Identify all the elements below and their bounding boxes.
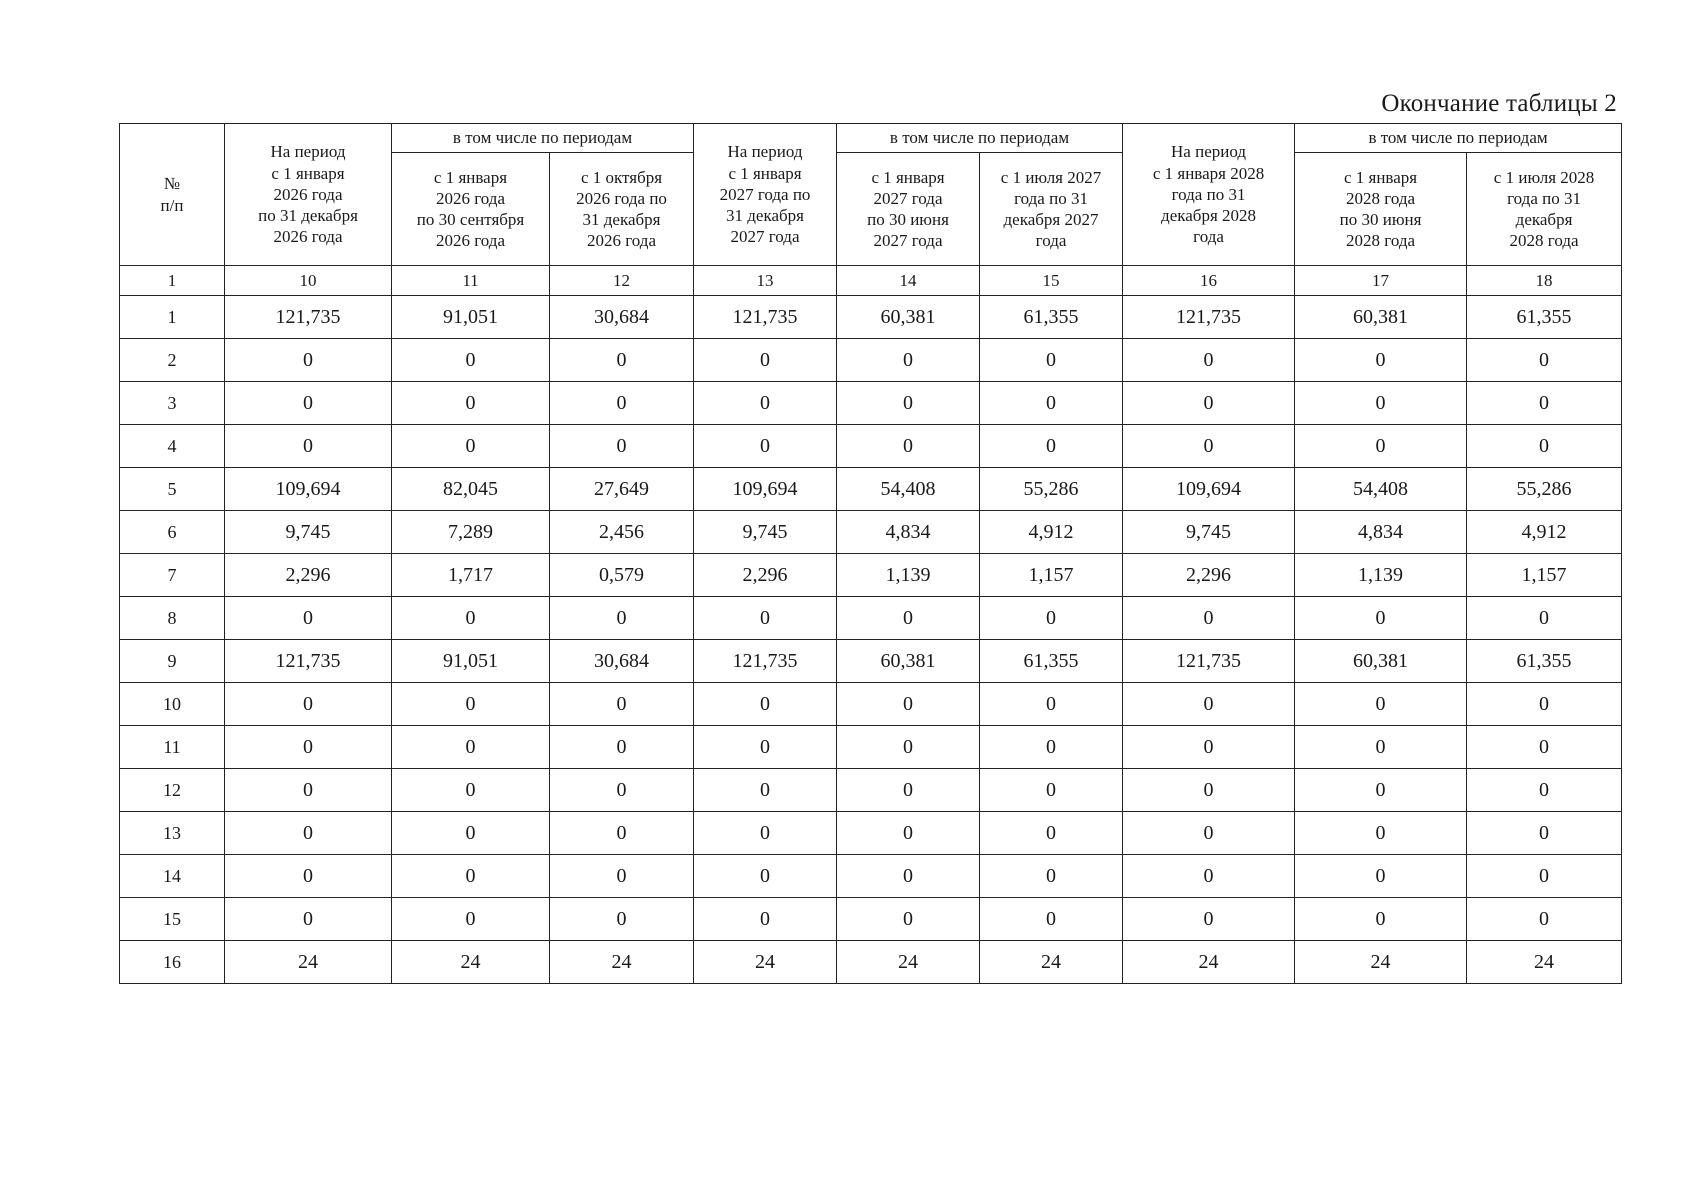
value-cell: 0: [837, 683, 980, 726]
header-period-2028-label: На период с 1 января 2028 года по 31 декабря 2028 года: [1152, 142, 1265, 247]
column-number-row: [120, 266, 1622, 296]
value-cell: 4,912: [980, 511, 1123, 554]
value-cell: 0: [694, 683, 837, 726]
value-cell: 0: [1295, 855, 1467, 898]
value-cell: 0: [837, 597, 980, 640]
value-cell: 7,289: [392, 511, 550, 554]
value-cell: 0: [225, 855, 392, 898]
value-cell: 0: [550, 855, 694, 898]
value-cell: 24: [694, 941, 837, 984]
value-cell: 0: [392, 769, 550, 812]
value-cell: 0: [1295, 812, 1467, 855]
header-sub-2027-jul-dec: [980, 153, 1123, 266]
value-cell: 1,139: [1295, 554, 1467, 597]
row-number-cell: 9: [120, 640, 225, 683]
value-cell: 2,296: [1123, 554, 1295, 597]
value-cell: 0: [1123, 339, 1295, 382]
value-cell: 0: [1295, 726, 1467, 769]
value-cell: 0: [980, 683, 1123, 726]
value-cell: 4,834: [1295, 511, 1467, 554]
value-cell: 0: [1467, 683, 1622, 726]
value-cell: 0: [225, 726, 392, 769]
value-cell: 121,735: [694, 640, 837, 683]
value-cell: 0: [392, 812, 550, 855]
header-period-2028: [1123, 124, 1295, 266]
value-cell: 0: [694, 812, 837, 855]
value-cell: 0: [392, 855, 550, 898]
value-cell: 0: [550, 339, 694, 382]
value-cell: 0: [1295, 769, 1467, 812]
value-cell: 0: [225, 898, 392, 941]
header-sub-2028-jul-dec-label: с 1 июля 2028 года по 31 декабря 2028 года: [1493, 167, 1595, 251]
column-number: 14: [837, 266, 980, 296]
value-cell: 0: [694, 425, 837, 468]
header-sub-2026-jan-sep-label: с 1 января 2026 года по 30 сентября 2026 года: [416, 167, 525, 251]
value-cell: 0: [550, 898, 694, 941]
value-cell: 61,355: [1467, 296, 1622, 339]
value-cell: 0: [1467, 382, 1622, 425]
header-sub-2026-oct-dec: [550, 153, 694, 266]
table-row: [120, 941, 1622, 984]
header-period-2027-label: На период с 1 января 2027 года по 31 декабря 2027 года: [719, 142, 811, 247]
value-cell: 121,735: [694, 296, 837, 339]
value-cell: 0: [1467, 597, 1622, 640]
header-sub-2028-jul-dec: [1467, 153, 1622, 266]
value-cell: 55,286: [980, 468, 1123, 511]
column-number: 13: [694, 266, 837, 296]
value-cell: 0: [837, 726, 980, 769]
value-cell: 2,296: [694, 554, 837, 597]
header-sub-2028-jan-jun: [1295, 153, 1467, 266]
value-cell: 0: [1123, 425, 1295, 468]
table-row: [120, 425, 1622, 468]
column-number: 12: [550, 266, 694, 296]
row-number-cell: 1: [120, 296, 225, 339]
value-cell: 0: [225, 425, 392, 468]
value-cell: 0: [694, 726, 837, 769]
data-table: [119, 123, 1622, 984]
value-cell: 0: [392, 425, 550, 468]
value-cell: 54,408: [837, 468, 980, 511]
value-cell: 91,051: [392, 640, 550, 683]
header-group-2026: в том числе по периодам: [392, 124, 694, 153]
value-cell: 0: [980, 812, 1123, 855]
value-cell: 0: [980, 597, 1123, 640]
value-cell: 0: [1123, 382, 1295, 425]
value-cell: 0: [1467, 812, 1622, 855]
value-cell: 0: [550, 726, 694, 769]
value-cell: 1,717: [392, 554, 550, 597]
header-group-2028: в том числе по периодам: [1295, 124, 1622, 153]
value-cell: 2,456: [550, 511, 694, 554]
value-cell: 82,045: [392, 468, 550, 511]
row-number-cell: 6: [120, 511, 225, 554]
value-cell: 0: [980, 855, 1123, 898]
value-cell: 55,286: [1467, 468, 1622, 511]
value-cell: 30,684: [550, 296, 694, 339]
row-number-cell: 13: [120, 812, 225, 855]
value-cell: 0: [1295, 898, 1467, 941]
value-cell: 0: [980, 382, 1123, 425]
value-cell: 0: [1467, 425, 1622, 468]
value-cell: 0: [1295, 425, 1467, 468]
column-number: 11: [392, 266, 550, 296]
value-cell: 0: [980, 339, 1123, 382]
value-cell: 2,296: [225, 554, 392, 597]
value-cell: 61,355: [980, 296, 1123, 339]
value-cell: 1,157: [1467, 554, 1622, 597]
value-cell: 0: [1295, 597, 1467, 640]
value-cell: 0: [392, 726, 550, 769]
header-sub-2027-jan-jun: [837, 153, 980, 266]
row-number-cell: 12: [120, 769, 225, 812]
value-cell: 24: [1467, 941, 1622, 984]
value-cell: 0: [1467, 769, 1622, 812]
value-cell: 0: [694, 855, 837, 898]
value-cell: 30,684: [550, 640, 694, 683]
value-cell: 0: [1467, 898, 1622, 941]
value-cell: 0: [694, 597, 837, 640]
table-row: [120, 769, 1622, 812]
value-cell: 24: [392, 941, 550, 984]
value-cell: 109,694: [225, 468, 392, 511]
value-cell: 24: [837, 941, 980, 984]
value-cell: 121,735: [1123, 296, 1295, 339]
row-number-cell: 8: [120, 597, 225, 640]
value-cell: 0: [1123, 855, 1295, 898]
column-number: 15: [980, 266, 1123, 296]
value-cell: 60,381: [1295, 296, 1467, 339]
table-row: [120, 511, 1622, 554]
row-number-cell: 7: [120, 554, 225, 597]
value-cell: 0: [980, 726, 1123, 769]
value-cell: 0: [1295, 339, 1467, 382]
column-number: 17: [1295, 266, 1467, 296]
column-number: 1: [120, 266, 225, 296]
value-cell: 60,381: [1295, 640, 1467, 683]
value-cell: 24: [1295, 941, 1467, 984]
value-cell: 0: [837, 898, 980, 941]
table-row: [120, 855, 1622, 898]
value-cell: 0: [1123, 769, 1295, 812]
table-row: [120, 683, 1622, 726]
table-row: [120, 382, 1622, 425]
value-cell: 0: [550, 597, 694, 640]
row-number-cell: 4: [120, 425, 225, 468]
value-cell: 0: [225, 597, 392, 640]
value-cell: 1,139: [837, 554, 980, 597]
value-cell: 0: [1123, 597, 1295, 640]
value-cell: 0: [1295, 382, 1467, 425]
value-cell: 109,694: [694, 468, 837, 511]
value-cell: 0: [1467, 339, 1622, 382]
value-cell: 1,157: [980, 554, 1123, 597]
value-cell: 0: [837, 425, 980, 468]
value-cell: 61,355: [1467, 640, 1622, 683]
value-cell: 0: [225, 339, 392, 382]
value-cell: 0: [1123, 812, 1295, 855]
table-row: [120, 554, 1622, 597]
value-cell: 0: [694, 898, 837, 941]
value-cell: 0: [980, 425, 1123, 468]
value-cell: 9,745: [225, 511, 392, 554]
value-cell: 54,408: [1295, 468, 1467, 511]
value-cell: 0: [550, 382, 694, 425]
row-number-cell: 3: [120, 382, 225, 425]
header-sub-2028-jan-jun-label: с 1 января 2028 года по 30 июня 2028 года: [1339, 167, 1422, 251]
value-cell: 0,579: [550, 554, 694, 597]
table-row: [120, 898, 1622, 941]
value-cell: 121,735: [225, 640, 392, 683]
table-caption: Окончание таблицы 2: [1381, 90, 1617, 117]
value-cell: 0: [550, 812, 694, 855]
value-cell: 0: [1123, 726, 1295, 769]
row-number-cell: 11: [120, 726, 225, 769]
header-sub-2027-jan-jun-label: с 1 января 2027 года по 30 июня 2027 года: [867, 167, 949, 251]
value-cell: 0: [550, 769, 694, 812]
value-cell: 0: [225, 812, 392, 855]
row-number-cell: 10: [120, 683, 225, 726]
value-cell: 0: [550, 425, 694, 468]
row-number-cell: 2: [120, 339, 225, 382]
value-cell: 0: [837, 382, 980, 425]
value-cell: 0: [392, 382, 550, 425]
value-cell: 9,745: [1123, 511, 1295, 554]
value-cell: 0: [837, 339, 980, 382]
header-sub-2026-oct-dec-label: с 1 октября 2026 года по 31 декабря 2026 года: [576, 167, 667, 251]
table-row: [120, 640, 1622, 683]
value-cell: 0: [225, 382, 392, 425]
header-sub-2026-jan-sep: [392, 153, 550, 266]
value-cell: 0: [392, 597, 550, 640]
value-cell: 0: [550, 683, 694, 726]
table-body: [120, 296, 1622, 984]
value-cell: 0: [694, 382, 837, 425]
table-row: [120, 468, 1622, 511]
table-row: [120, 296, 1622, 339]
value-cell: 121,735: [1123, 640, 1295, 683]
value-cell: 0: [1467, 855, 1622, 898]
value-cell: 91,051: [392, 296, 550, 339]
value-cell: 0: [1123, 683, 1295, 726]
header-group-2027: в том числе по периодам: [837, 124, 1123, 153]
value-cell: 0: [1467, 726, 1622, 769]
value-cell: 0: [392, 898, 550, 941]
header-sub-2027-jul-dec-label: с 1 июля 2027 года по 31 декабря 2027 года: [1000, 167, 1102, 251]
value-cell: 121,735: [225, 296, 392, 339]
value-cell: 24: [980, 941, 1123, 984]
table-row: [120, 812, 1622, 855]
value-cell: 0: [1123, 898, 1295, 941]
header-row-number-label: № п/п: [160, 174, 184, 215]
row-number-cell: 5: [120, 468, 225, 511]
row-number-cell: 15: [120, 898, 225, 941]
value-cell: 27,649: [550, 468, 694, 511]
value-cell: 60,381: [837, 640, 980, 683]
header-period-2027: [694, 124, 837, 266]
value-cell: 0: [694, 769, 837, 812]
value-cell: 4,834: [837, 511, 980, 554]
value-cell: 0: [837, 855, 980, 898]
value-cell: 24: [550, 941, 694, 984]
value-cell: 0: [1295, 683, 1467, 726]
column-number: 18: [1467, 266, 1622, 296]
value-cell: 0: [694, 339, 837, 382]
header-period-2026-label: На период с 1 января 2026 года по 31 декабря 2026 года: [258, 142, 358, 247]
row-number-cell: 14: [120, 855, 225, 898]
value-cell: 24: [225, 941, 392, 984]
value-cell: 61,355: [980, 640, 1123, 683]
value-cell: 0: [980, 769, 1123, 812]
value-cell: 24: [1123, 941, 1295, 984]
value-cell: 0: [837, 769, 980, 812]
value-cell: 109,694: [1123, 468, 1295, 511]
column-number: 16: [1123, 266, 1295, 296]
header-period-2026: [225, 124, 392, 266]
row-number-cell: 16: [120, 941, 225, 984]
table-row: [120, 726, 1622, 769]
value-cell: 0: [837, 812, 980, 855]
value-cell: 0: [225, 683, 392, 726]
value-cell: 60,381: [837, 296, 980, 339]
table-row: [120, 339, 1622, 382]
value-cell: 0: [980, 898, 1123, 941]
value-cell: 9,745: [694, 511, 837, 554]
column-number: 10: [225, 266, 392, 296]
value-cell: 0: [225, 769, 392, 812]
value-cell: 4,912: [1467, 511, 1622, 554]
value-cell: 0: [392, 339, 550, 382]
value-cell: 0: [392, 683, 550, 726]
table-row: [120, 597, 1622, 640]
header-row-number: [120, 124, 225, 266]
